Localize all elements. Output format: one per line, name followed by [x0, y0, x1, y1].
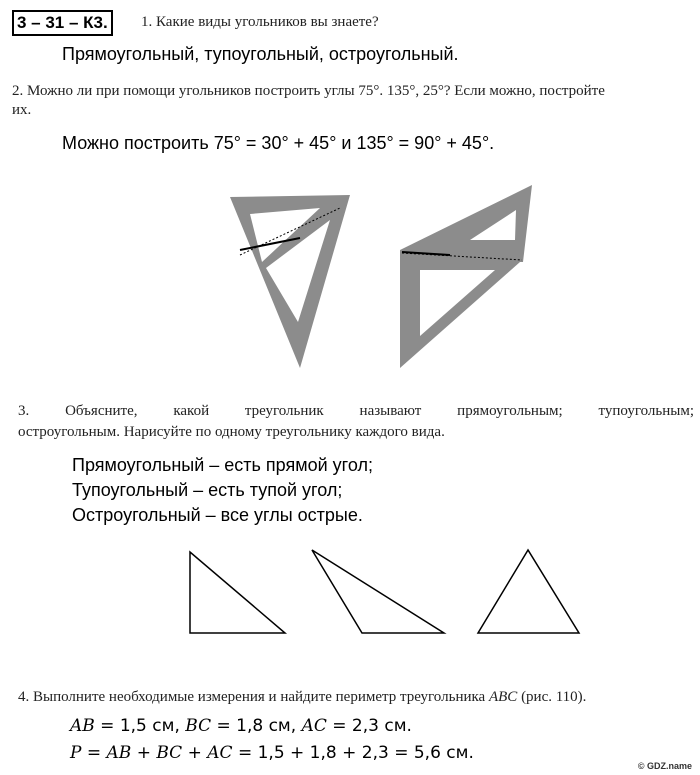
q4-question-text: 4. Выполните необходимые измерения и найдите периметр треугольника	[18, 689, 486, 705]
q4-question	[18, 688, 586, 706]
q3-question-line2: остроугольным. Нарисуйте по одному треугольнику каждого вида.	[18, 424, 445, 440]
ab-value: = 1,5 см,	[94, 716, 186, 736]
acute-triangle	[478, 550, 579, 633]
q3-answer-line-2: Тупоугольный – есть тупой угол;	[72, 480, 343, 500]
q2-answer: Можно построить 75° = 30° + 45° и 135° = 90° + 45°.	[62, 133, 495, 153]
q2-question-line1: 2. Можно ли при помощи угольников построить углы 75°. 135°, 25°? Если можно, постройте	[12, 83, 605, 99]
q1-question: 1. Какие виды угольников вы знаете?	[141, 14, 379, 30]
set-square-left	[230, 195, 350, 368]
p-eq: =	[81, 743, 107, 763]
q4-question-tail: (рис. 110).	[521, 689, 587, 705]
p-label: P	[70, 743, 82, 763]
obtuse-triangle	[312, 550, 444, 633]
q4-measurements	[70, 716, 412, 736]
q3-answer-line-3: Остроугольный – все углы острые.	[72, 505, 363, 525]
task-badge: 3 – 31 – К3.	[12, 10, 113, 36]
bc-value: = 1,8 см,	[211, 716, 302, 736]
q2-question-line2: их.	[12, 102, 32, 118]
p-ab: AB	[106, 743, 132, 763]
p-plus1: +	[131, 743, 157, 763]
right-triangle	[190, 552, 285, 633]
ac-label: AC	[301, 716, 327, 736]
set-square-right	[400, 185, 532, 368]
q3-question-line1: 3. Объясните, какой треугольник называют прямоугольным; тупоугольным;	[18, 403, 694, 419]
p-ac: AC	[207, 743, 233, 763]
q4-perimeter	[70, 743, 474, 763]
p-result: = 1,5 + 1,8 + 2,3 = 5,6 см.	[232, 743, 474, 763]
q1-answer: Прямоугольный, тупоугольный, остроугольный.	[62, 44, 459, 64]
p-bc: BC	[156, 743, 183, 763]
p-plus2: +	[182, 743, 208, 763]
ac-value: = 2,3 см.	[326, 716, 412, 736]
watermark: © GDZ.name	[637, 761, 692, 771]
q4-question-abc: ABC	[488, 689, 518, 705]
bc-label: BC	[185, 716, 212, 736]
q3-answer-line-1: Прямоугольный – есть прямой угол;	[72, 455, 373, 475]
ab-label: AB	[70, 716, 95, 736]
